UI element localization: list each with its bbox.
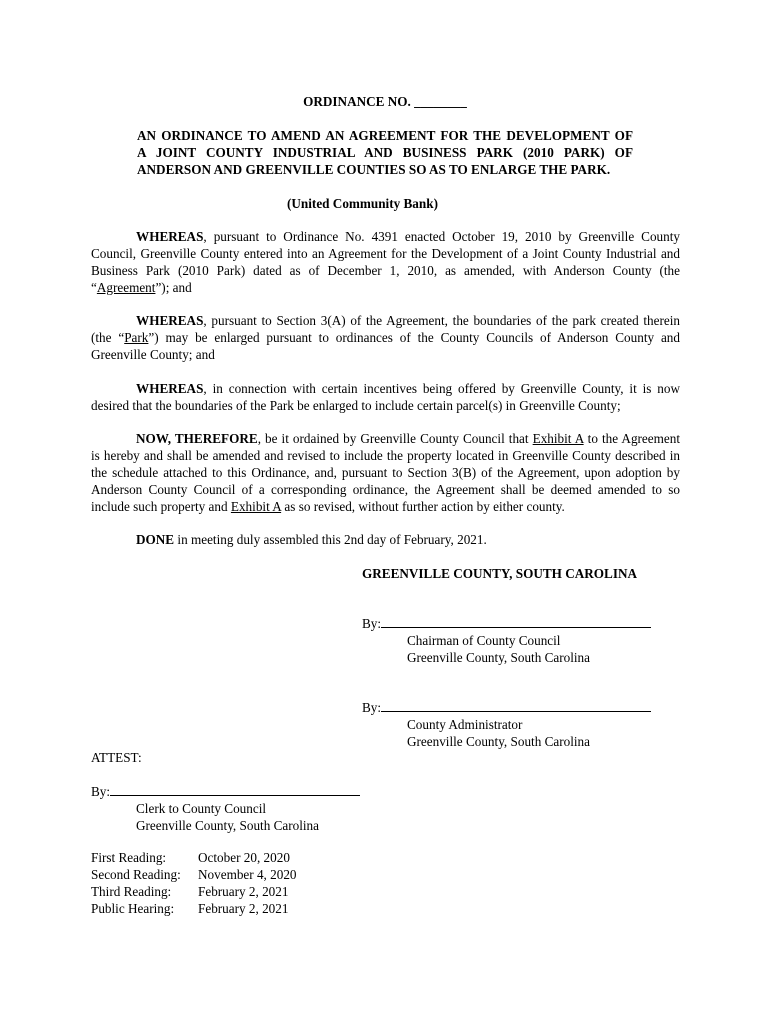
signer-title: Chairman of County Council xyxy=(407,633,561,648)
by-label: By: xyxy=(91,784,111,799)
signer-title: Clerk to County Council xyxy=(136,801,267,816)
reading-row xyxy=(91,900,297,917)
para-lead: WHEREAS xyxy=(136,381,204,396)
whereas-paragraph-1: WHEREAS, pursuant to Ordinance No. 4391 enacted October 19, 2010 by Greenville County Council, Greenville County entered into an Agreement for the Development of a Joint County Industrial and Business Park (2010 Park) dated as of December 1, 2010, as amended, with Anderson County (the “Agreement”); and xyxy=(91,229,680,295)
readings-table xyxy=(91,849,297,917)
attest-label: ATTEST: xyxy=(91,750,142,765)
reading-date: November 4, 2020 xyxy=(198,867,297,882)
reading-date: February 2, 2021 xyxy=(198,901,289,916)
signer-title: County Administrator xyxy=(407,717,523,732)
defined-term-park: Park xyxy=(124,330,149,345)
signer-organization: Greenville County, South Carolina xyxy=(407,734,591,749)
title-line: AN ORDINANCE TO AMEND AN AGREEMENT FOR THE DEVELOPMENT OF xyxy=(137,128,633,143)
county-heading: GREENVILLE COUNTY, SOUTH CAROLINA xyxy=(362,566,638,581)
exhibit-a-reference: Exhibit A xyxy=(532,431,584,446)
exhibit-a-reference: Exhibit A xyxy=(230,499,282,514)
para-lead: NOW, THEREFORE xyxy=(136,431,258,446)
now-therefore-paragraph: NOW, THEREFORE, be it ordained by Greenville County Council that Exhibit A to the Agreement is hereby and shall be amended and revised to include the property located in Greenville County described in the schedule attached to this Ordinance, and, pursuant to Section 3(B) of the Agreement, upon adoption by Anderson County Council of a corresponding ordinance, the Agreement shall be deemed amended to so include such property and Exhibit A as so revised, without further action by either county. xyxy=(91,431,681,514)
defined-term-agreement: Agreement xyxy=(96,280,156,295)
signer-organization: Greenville County, South Carolina xyxy=(407,650,591,665)
reading-label: Public Hearing: xyxy=(91,901,175,916)
para-lead: DONE xyxy=(136,532,175,547)
ordinance-title xyxy=(137,127,633,178)
para-lead: WHEREAS xyxy=(136,229,204,244)
reading-label: First Reading: xyxy=(91,850,167,865)
chairman-signature-block xyxy=(362,615,662,666)
ordinance-number: ORDINANCE NO. ________ xyxy=(303,94,467,109)
reading-label: Third Reading: xyxy=(91,884,172,899)
reading-date: October 20, 2020 xyxy=(198,850,290,865)
title-line: A JOINT COUNTY INDUSTRIAL AND BUSINESS PARK (2010 PARK) OF xyxy=(137,145,633,160)
whereas-paragraph-2: WHEREAS, pursuant to Section 3(A) of the Agreement, the boundaries of the park created therein (the “Park”) may be enlarged pursuant to ordinances of the County Councils of Anderson County and Greenville County; and xyxy=(91,313,680,362)
para-lead: WHEREAS xyxy=(136,313,204,328)
clerk-signature-block xyxy=(91,783,391,834)
reading-row xyxy=(91,866,297,883)
administrator-signature-block xyxy=(362,699,662,750)
ordinance-subtitle: (United Community Bank) xyxy=(287,196,438,211)
signature-line xyxy=(381,615,651,628)
signature-line xyxy=(381,699,651,712)
by-label: By: xyxy=(362,700,382,715)
reading-date: February 2, 2021 xyxy=(198,884,289,899)
whereas-paragraph-3: WHEREAS, in connection with certain incentives being offered by Greenville County, it is now desired that the boundaries of the Park be enlarged to include certain parcel(s) in Greenville County; xyxy=(91,381,680,413)
reading-row xyxy=(91,849,297,866)
reading-label: Second Reading: xyxy=(91,867,181,882)
signer-organization: Greenville County, South Carolina xyxy=(136,818,320,833)
reading-row xyxy=(91,883,297,900)
done-paragraph: DONE in meeting duly assembled this 2nd day of February, 2021. xyxy=(136,532,487,547)
title-line: ANDERSON AND GREENVILLE COUNTIES SO AS TO ENLARGE THE PARK. xyxy=(137,162,611,177)
signature-line xyxy=(110,783,360,796)
by-label: By: xyxy=(362,616,382,631)
